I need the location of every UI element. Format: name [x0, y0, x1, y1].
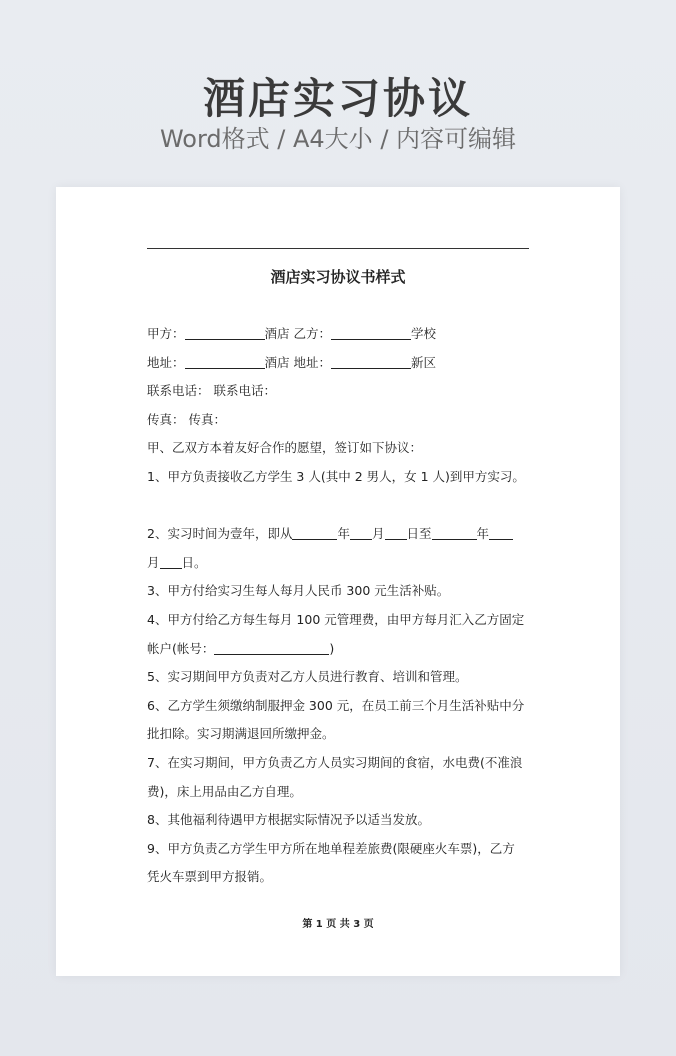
year-blank-2 — [432, 525, 477, 540]
clause-7-line-2: 费)，床上用品由乙方自理。 — [147, 783, 302, 799]
month-blank-1 — [350, 525, 372, 540]
clause-7-line-1: 7、在实习期间，甲方负责乙方人员实习期间的食宿，水电费(不准浪 — [147, 754, 523, 770]
clause-2-line-2 — [147, 549, 533, 578]
document-title: 酒店实习协议书样式 — [270, 268, 406, 286]
day-blank-2 — [160, 554, 182, 569]
banner-title: 酒店实习协议 — [202, 74, 473, 123]
addr-b-label: 地址： — [293, 354, 332, 370]
document-body — [147, 320, 533, 892]
clause-6-line-1: 6、乙方学生须缴纳制服押金 300 元，在员工前三个月生活补贴中分 — [147, 697, 525, 713]
addr-a-suffix: 酒店 — [264, 354, 290, 370]
address-line — [147, 349, 533, 378]
clause-9-line-1: 9、甲方负责乙方学生甲方所在地单程差旅费(限硬座火车票)，乙方 — [147, 840, 515, 856]
clause-8: 8、其他福利待遇甲方根据实际情况予以适当发放。 — [147, 812, 430, 828]
party-b-label: 乙方： — [293, 326, 332, 341]
party-b-blank — [331, 325, 411, 340]
clause-5: 5、实习期间甲方负责对乙方人员进行教育、培训和管理。 — [147, 669, 468, 685]
clause-2-text: 2、实习时间为壹年，即从 — [147, 526, 293, 542]
intro-line: 甲、乙双方本着友好合作的愿望，签订如下协议： — [147, 440, 423, 456]
phone-line: 联系电话： 联系电话： — [147, 383, 276, 399]
addr-b-blank — [331, 354, 411, 369]
clause-1: 1、甲方负责接收乙方学生 3 人(其中 2 男人，女 1 人)到甲方实习。 — [147, 468, 525, 484]
clause-4-line-1: 4、甲方付给乙方每生每月 100 元管理费，由甲方每月汇入乙方固定 — [147, 611, 525, 627]
month-label-2: 月 — [147, 554, 160, 570]
party-b-suffix: 学校 — [411, 326, 437, 341]
account-close: ) — [329, 640, 335, 656]
year-label-1: 年 — [337, 526, 350, 542]
party-a-label: 甲方： — [147, 326, 185, 341]
page-number: 第 1 页 共 3 页 — [302, 919, 374, 930]
header-rule — [147, 248, 529, 249]
day-blank-1 — [385, 525, 407, 540]
clause-4-line-2 — [147, 635, 533, 664]
account-label: 帐户(帐号： — [147, 640, 215, 656]
clause-9-line-2: 凭火车票到甲方报销。 — [147, 869, 273, 885]
year-label-2: 年 — [476, 526, 490, 542]
document-page — [56, 187, 620, 976]
addr-b-suffix: 新区 — [411, 354, 437, 370]
day-label-2: 日。 — [181, 554, 207, 570]
blank-line — [147, 492, 533, 521]
party-a-suffix: 酒店 — [264, 326, 290, 341]
addr-a-label: 地址： — [147, 354, 185, 370]
banner-subtitle: Word格式 / A4大小 / 内容可编辑 — [159, 125, 517, 153]
month-label-1: 月 — [371, 526, 385, 542]
fax-line: 传真： 传真： — [147, 411, 226, 427]
account-blank — [214, 640, 329, 655]
day-label-1: 日至 — [406, 526, 432, 542]
clause-2-line-1 — [147, 520, 533, 549]
month-blank-2-tail — [489, 525, 513, 540]
clause-3: 3、甲方付给实习生每人每月人民币 300 元生活补贴。 — [147, 583, 450, 599]
addr-a-blank — [185, 354, 265, 369]
year-blank-1 — [292, 525, 337, 540]
party-a-blank — [185, 325, 265, 340]
clause-6-line-2: 批扣除。实习期满退回所缴押金。 — [147, 726, 335, 742]
party-line — [147, 320, 533, 349]
